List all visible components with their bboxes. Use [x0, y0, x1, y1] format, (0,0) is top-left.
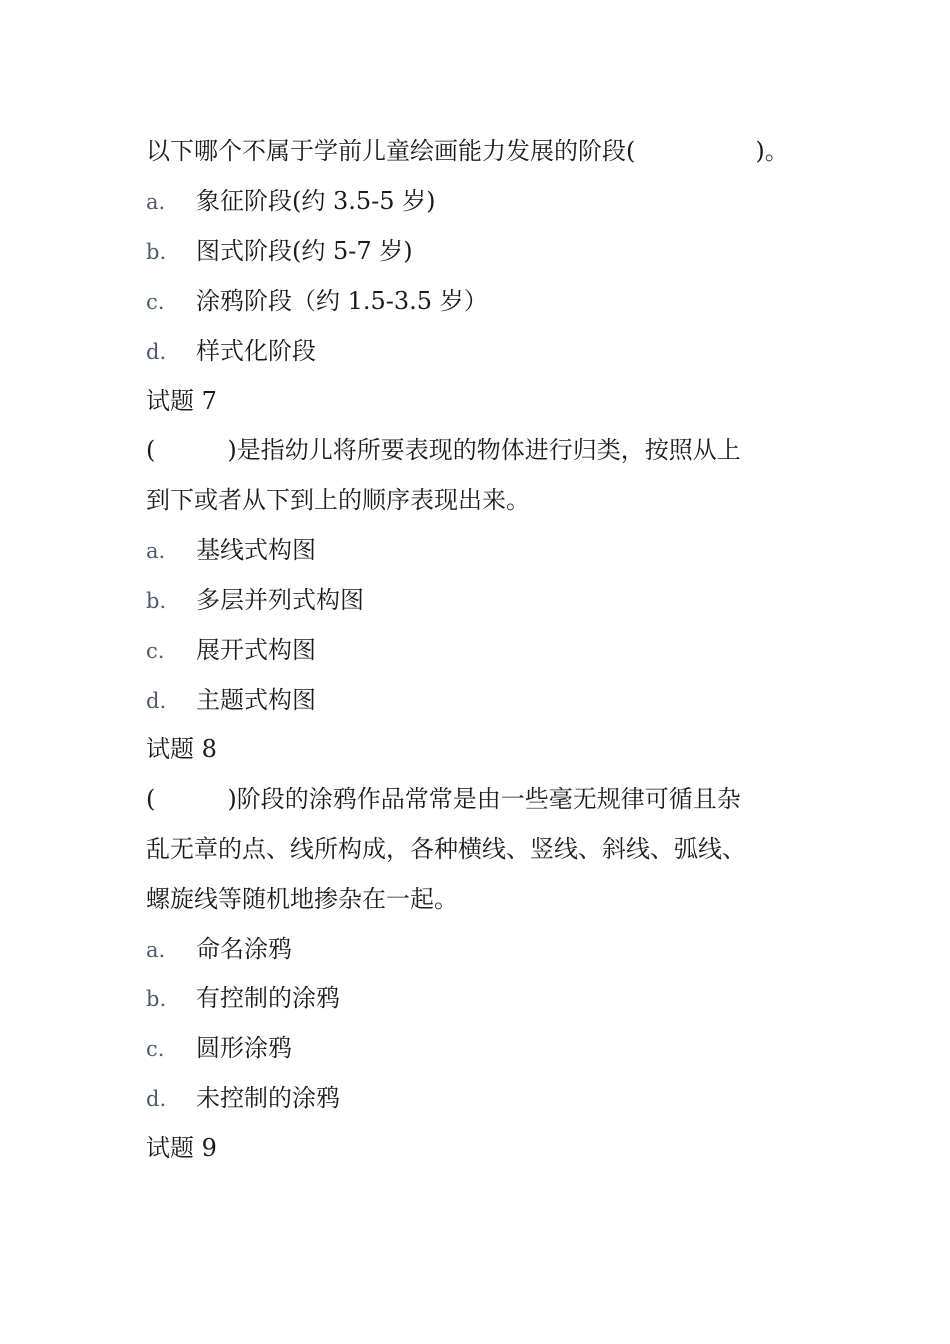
question-7-option-b[interactable] — [146, 580, 364, 620]
option-letter: c. — [146, 1037, 165, 1061]
option-letter: c. — [146, 639, 165, 663]
question-7-heading: 试题 7 — [146, 387, 217, 415]
option-text: 命名涂鸦 — [196, 935, 292, 963]
option-text: 图式阶段(约 5-7 岁) — [196, 237, 413, 265]
option-text: 有控制的涂鸦 — [196, 984, 340, 1012]
question-8-stem-line-3: 螺旋线等随机地掺杂在一起。 — [146, 885, 458, 913]
question-8-heading: 试题 8 — [146, 735, 217, 763]
question-8-option-d[interactable] — [146, 1078, 340, 1118]
option-letter: d. — [146, 340, 167, 364]
option-text: 样式化阶段 — [196, 337, 316, 365]
option-text: 多层并列式构图 — [196, 586, 364, 614]
option-text: 基线式构图 — [196, 536, 316, 564]
option-text: 涂鸦阶段（约 1.5-3.5 岁） — [196, 287, 488, 315]
question-7-option-c[interactable] — [146, 630, 316, 670]
question-9-heading: 试题 9 — [146, 1134, 217, 1162]
question-8-option-a[interactable] — [146, 929, 292, 969]
option-letter: a. — [146, 539, 166, 563]
question-7-stem-line-2: 到下或者从下到上的顺序表现出来。 — [146, 486, 530, 514]
question-6-option-d[interactable] — [146, 331, 316, 371]
option-letter: d. — [146, 689, 167, 713]
question-8-stem-line-2: 乱无章的点、线所构成，各种横线、竖线、斜线、弧线、 — [146, 835, 746, 863]
question-7-stem-line-1: ( )是指幼儿将所要表现的物体进行归类，按照从上 — [146, 436, 741, 464]
question-7-option-a[interactable] — [146, 530, 316, 570]
option-letter: b. — [146, 240, 167, 264]
option-text: 主题式构图 — [196, 686, 316, 714]
question-6-option-a[interactable] — [146, 181, 436, 221]
option-text: 象征阶段(约 3.5-5 岁) — [196, 187, 436, 215]
option-text: 展开式构图 — [196, 636, 316, 664]
option-letter: b. — [146, 589, 167, 613]
option-text: 未控制的涂鸦 — [196, 1084, 340, 1112]
option-letter: c. — [146, 290, 165, 314]
option-letter: a. — [146, 938, 166, 962]
question-6-option-b[interactable] — [146, 231, 413, 271]
question-8-option-b[interactable] — [146, 978, 340, 1018]
question-7-option-d[interactable] — [146, 680, 316, 720]
question-6-option-c[interactable] — [146, 281, 488, 321]
option-letter: a. — [146, 190, 166, 214]
question-8-option-c[interactable] — [146, 1028, 292, 1068]
question-8-stem-line-1: ( )阶段的涂鸦作品常常是由一些毫无规律可循且杂 — [146, 785, 741, 813]
option-letter: b. — [146, 987, 167, 1011]
option-text: 圆形涂鸦 — [196, 1034, 292, 1062]
question-6-stem: 以下哪个不属于学前儿童绘画能力发展的阶段( )。 — [146, 137, 789, 165]
option-letter: d. — [146, 1087, 167, 1111]
